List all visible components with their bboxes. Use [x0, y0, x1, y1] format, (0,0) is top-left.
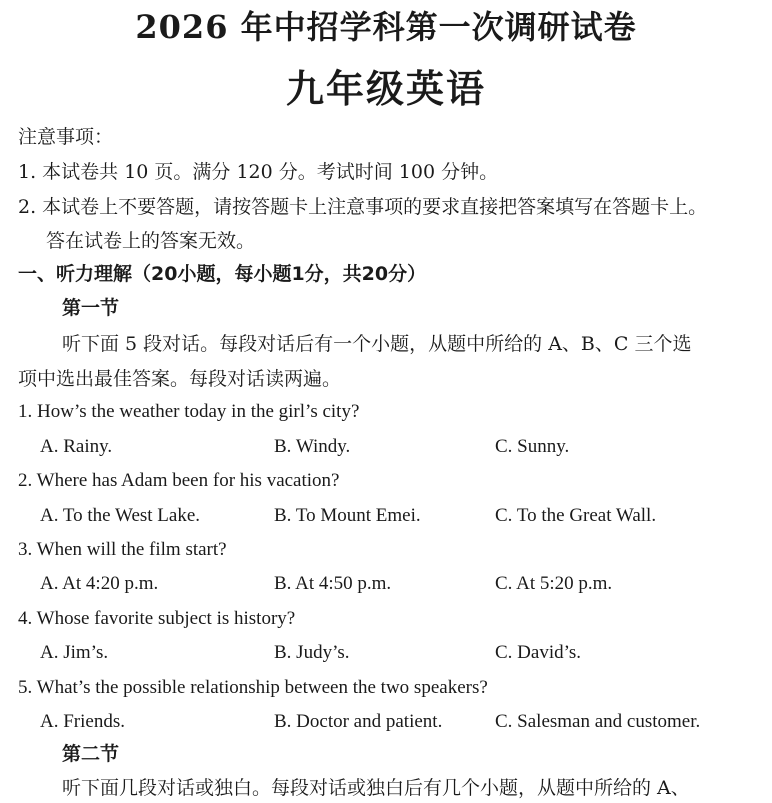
section1-heading: 第一节 [62, 297, 120, 319]
notes-item-2-continued: 答在试卷上的答案无效。 [46, 230, 256, 252]
option-c: C. Salesman and customer. [495, 711, 701, 732]
part1-heading: 一、听力理解（20小题，每小题1分，共20分） [18, 263, 427, 285]
option-b: B. Doctor and patient. [274, 711, 443, 732]
question-stem: 5. What’s the possible relationship between the two speakers? [18, 677, 488, 698]
option-a: A. Jim’s. [40, 642, 109, 663]
question-stem: 1. How’s the weather today in the girl’s city? [18, 401, 360, 422]
question-stem: 3. When will the film start? [18, 539, 227, 560]
notes-item-2: 2. 本试卷上不要答题，请按答题卡上注意事项的要求直接把答案填写在答题卡上。 [18, 196, 708, 218]
section2-instruction: 听下面几段对话或独白。每段对话或独白后有几个小题，从题中所给的 A、 [62, 777, 690, 799]
exam-title: 2026 年中招学科第一次调研试卷 [135, 8, 637, 46]
option-a: A. Friends. [40, 711, 125, 732]
option-b: B. Windy. [274, 436, 351, 457]
option-b: B. Judy’s. [274, 642, 350, 663]
section1-instruction-continued: 项中选出最佳答案。每段对话读两遍。 [18, 368, 342, 390]
question-stem: 4. Whose favorite subject is history? [18, 608, 296, 629]
section1-instruction: 听下面 5 段对话。每段对话后有一个小题，从题中所给的 A、B、C 三个选 [62, 333, 692, 355]
option-a: A. Rainy. [40, 436, 113, 457]
option-c: C. Sunny. [495, 436, 570, 457]
option-c: C. To the Great Wall. [495, 505, 657, 526]
option-a: A. To the West Lake. [40, 505, 201, 526]
option-b: B. To Mount Emei. [274, 505, 421, 526]
notes-heading: 注意事项： [18, 126, 114, 148]
section2-heading: 第二节 [62, 743, 120, 765]
option-c: C. At 5:20 p.m. [495, 573, 613, 594]
option-a: A. At 4:20 p.m. [40, 573, 159, 594]
exam-subject: 九年级英语 [285, 67, 486, 111]
option-c: C. David’s. [495, 642, 582, 663]
question-stem: 2. Where has Adam been for his vacation? [18, 470, 340, 491]
option-b: B. At 4:50 p.m. [274, 573, 392, 594]
notes-item-1: 1. 本试卷共 10 页。满分 120 分。考试时间 100 分钟。 [18, 161, 499, 183]
